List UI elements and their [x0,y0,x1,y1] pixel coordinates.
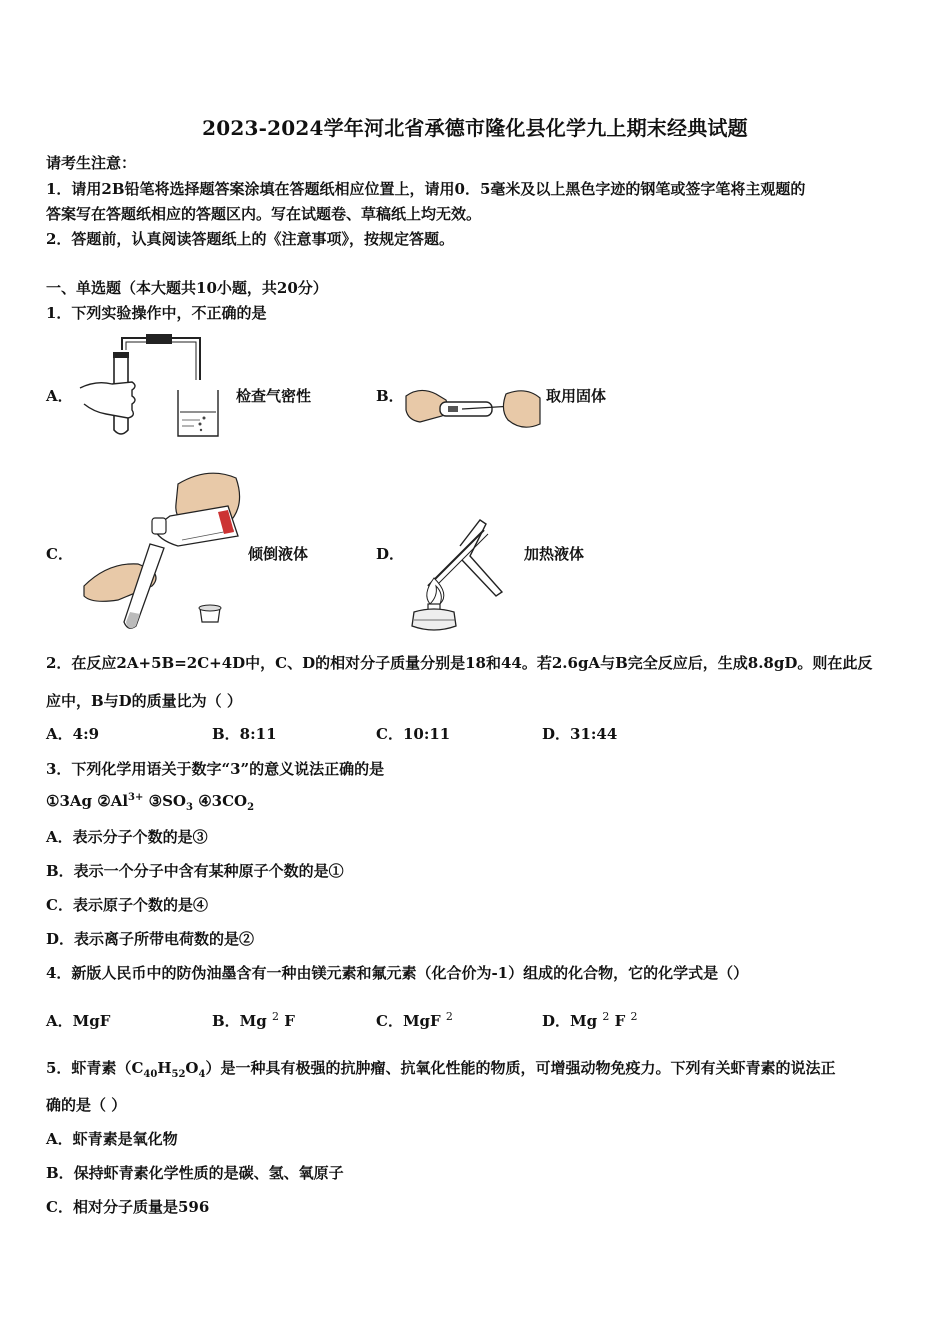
q1-option-b-label: 取用固体 [546,387,607,405]
notice-item-1a: 1．请用2B铅笔将选择题答案涂填在答题纸相应位置上，请用0．5毫米及以上黑色字迹的钢笔或签字笔将主观题的 [46,180,806,198]
section-heading: 一、单选题（本大题共10小题，共20分） [46,279,328,297]
q2-option-a: A．4:9 [46,725,100,743]
notice-item-1b: 答案写在答题纸相应的答题区内。写在试题卷、草稿纸上均无效。 [46,205,482,223]
q4-option-a: A．MgF [46,1012,111,1030]
page-title: 2023-2024学年河北省承德市隆化县化学九上期末经典试题 [202,116,748,140]
q2-stem-2: 应中，B与D的质量比为（ ） [46,692,242,710]
q5-option-c: C．相对分子质量是596 [46,1198,210,1216]
q3-stem: 3．下列化学用语关于数字“3”的意义说法正确的是 [46,760,385,778]
pour-liquid-figure [78,466,248,634]
q3-option-c: C．表示原子个数的是④ [46,896,208,914]
q4-option-c: C．MgF $^2$ [376,1010,453,1030]
q1-stem: 1．下列实验操作中，不正确的是 [46,304,267,322]
q4-stem: 4．新版人民币中的防伪油墨含有一种由镁元素和氟元素（化合价为-1）组成的化合物，它的化学式是（） [46,964,749,982]
q2-option-c: C．10:11 [376,725,451,743]
q2-option-b: B．8:11 [212,725,277,743]
q3-formula-2: $②Al^{3+}$ [97,792,144,810]
q3-formulas [46,792,254,813]
q2-stem-1: 2．在反应2A+5B=2C+4D中，C、D的相对分子质量分别是18和44。若2.6gA与B完全反应后，生成8.8gD。则在此反 [46,654,873,672]
q1-option-d-label: 加热液体 [524,545,585,563]
q2-option-d: D．31:44 [542,725,618,743]
notice-item-2: 2．答题前，认真阅读答题纸上的《注意事项》，按规定答题。 [46,230,454,248]
q3-formula-4: $④3CO_2$ [198,792,255,813]
q1-option-d-letter: D． [376,545,405,563]
airtightness-check-figure [76,330,226,442]
q4-option-d: D．Mg $^2$ F $^2$ [542,1010,638,1030]
q5-option-b: B．保持虾青素化学性质的是碳、氢、氧原子 [46,1164,344,1182]
q4-option-b: B．Mg $^2$ F [212,1010,295,1030]
q5-stem-1: 5．虾青素$(C_{40}H_{52}O_4)$是一种具有极强的抗肿瘤、抗氧化性能的物质，可增强动物免疫力。下列有关虾青素的说法正 [46,1059,836,1080]
q3-option-b: B．表示一个分子中含有某种原子个数的是① [46,862,344,880]
q1-option-a-letter: A． [46,387,73,405]
notice-heading: 请考生注意： [46,154,137,172]
heat-liquid-figure [400,516,516,634]
q1-option-b-letter: B． [376,387,404,405]
q3-option-d: D．表示离子所带电荷数的是② [46,930,255,948]
q1-option-a-label: 检查气密性 [236,387,312,405]
q3-option-a: A．表示分子个数的是③ [46,828,208,846]
q3-formula-1: ①3Ag [46,792,93,810]
q3-formula-3: $③SO_3$ [148,792,193,813]
q5-option-a: A．虾青素是氧化物 [46,1130,178,1148]
q5-stem-2: 确的是（ ） [46,1096,127,1114]
solid-sampling-figure [402,380,542,440]
q1-option-c-label: 倾倒液体 [248,545,309,563]
q1-option-c-letter: C． [46,545,73,563]
